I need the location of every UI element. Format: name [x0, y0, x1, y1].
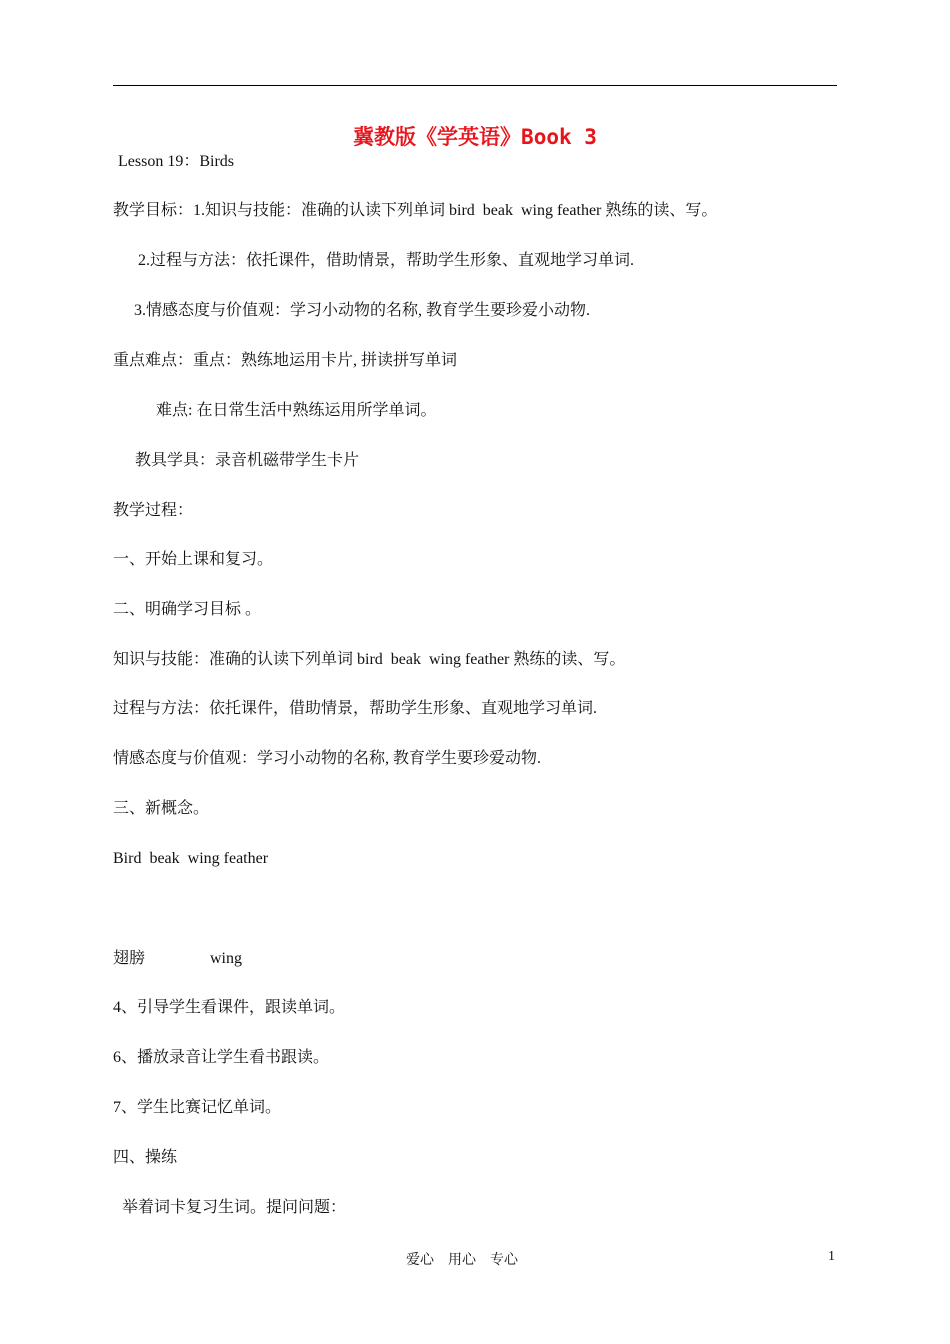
page-number: 1: [828, 1249, 835, 1264]
lesson-heading: Lesson 19：Birds: [118, 153, 235, 170]
objective-attitude: 3.情感态度与价值观：学习小动物的名称, 教育学生要珍爱小动物.: [134, 302, 591, 319]
step-2-process: 过程与方法：依托课件，借助情景，帮助学生形象、直观地学习单词.: [113, 700, 598, 717]
step-4: 4、引导学生看课件，跟读单词。: [113, 999, 346, 1016]
step-3: 三、新概念。: [113, 800, 210, 817]
step-2-attitude: 情感态度与价值观：学习小动物的名称, 教育学生要珍爱动物.: [113, 750, 542, 767]
teaching-tools: 教具学具：录音机磁带学生卡片: [135, 452, 360, 469]
step-7: 7、学生比赛记忆单词。: [113, 1099, 282, 1116]
process-heading: 教学过程：: [113, 502, 194, 519]
step-2: 二、明确学习目标 。: [113, 601, 262, 618]
header-rule: [113, 85, 837, 86]
footer-motto: 爱心 用心 专心: [406, 1253, 518, 1268]
step-1: 一、开始上课和复习。: [113, 551, 274, 568]
key-points-focus: 重点难点：重点：熟练地运用卡片, 拼读拼写单词: [113, 352, 458, 369]
step-6: 6、播放录音让学生看书跟读。: [113, 1049, 330, 1066]
objective-knowledge: 教学目标：1.知识与技能：准确的认读下列单词 bird beak wing feather 熟练的读、写。: [113, 202, 718, 219]
vocabulary-words: Bird beak wing feather: [113, 850, 269, 867]
vocab-chinese: 翅膀: [113, 950, 146, 967]
vocab-english: wing: [210, 950, 242, 967]
document-title: 冀教版《学英语》Book 3: [353, 125, 597, 149]
objective-process: 2.过程与方法：依托课件，借助情景，帮助学生形象、直观地学习单词.: [138, 252, 635, 269]
step-2-knowledge: 知识与技能：准确的认读下列单词 bird beak wing feather 熟练的读、写。: [113, 651, 626, 668]
step-practice: 四、操练: [113, 1149, 178, 1166]
step-practice-detail: 举着词卡复习生词。提问问题：: [122, 1199, 347, 1216]
key-points-difficulty: 难点: 在日常生活中熟练运用所学单词。: [156, 402, 437, 419]
